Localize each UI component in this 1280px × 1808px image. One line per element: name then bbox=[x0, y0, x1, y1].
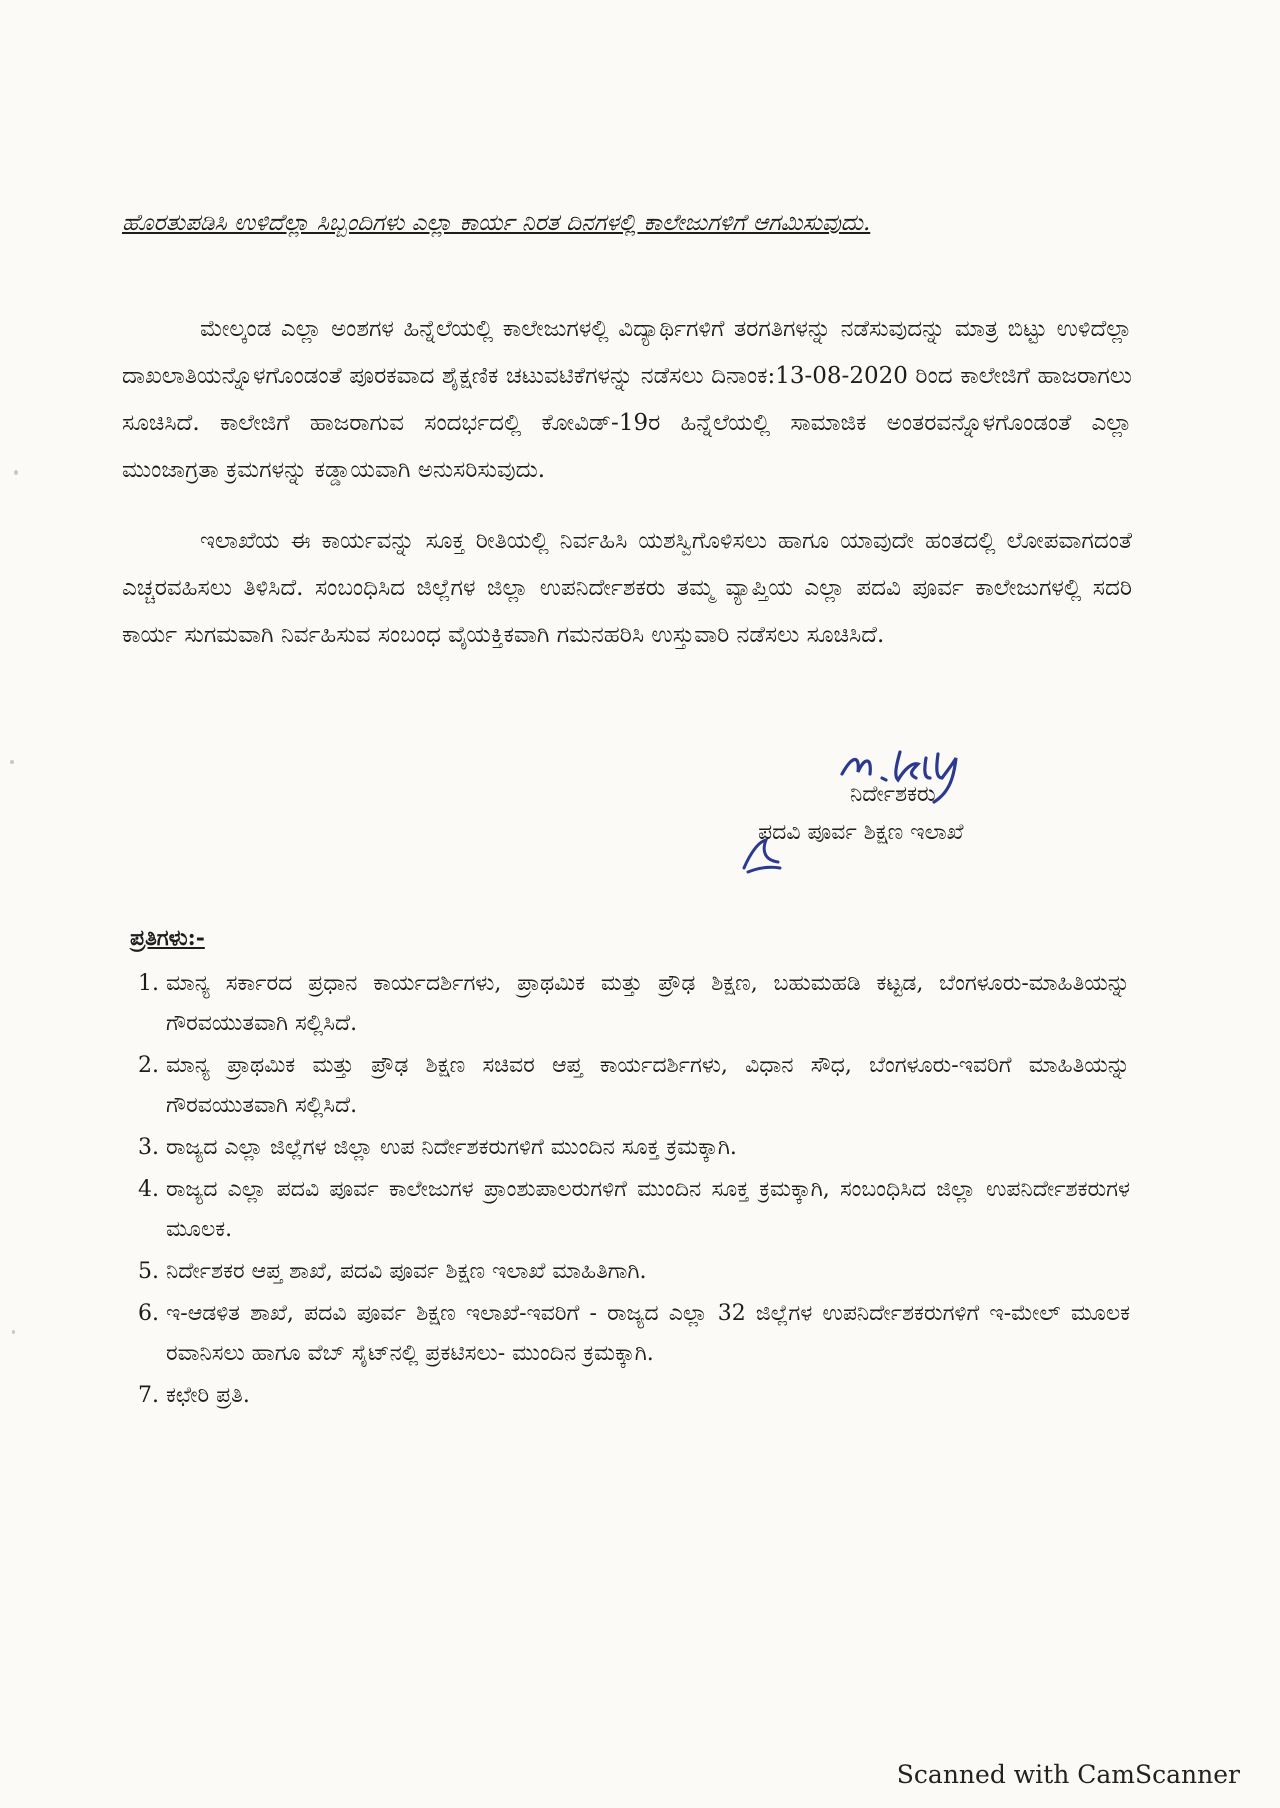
scanner-watermark: Scanned with CamScanner bbox=[896, 1760, 1240, 1789]
copy-item: 7. ಕಛೇರಿ ಪ್ರತಿ. bbox=[166, 1376, 1130, 1416]
scan-speck bbox=[12, 1330, 15, 1334]
copy-item: 4. ರಾಜ್ಯದ ಎಲ್ಲಾ ಪದವಿ ಪೂರ್ವ ಕಾಲೇಜುಗಳ ಪ್ರಾಂಶುಪಾಲರುಗಳಿಗೆ ಮುಂದಿನ ಸೂಕ್ತ ಕ್ರಮಕ್ಕಾಗಿ, ಸಂಬಂಧಿಸಿದ ಜಿಲ್ಲಾ ಉಪನಿರ್ದೇಶಕರುಗಳ ಮೂಲಕ. bbox=[166, 1170, 1130, 1250]
copies-heading: ಪ್ರತಿಗಳು:- bbox=[130, 925, 205, 951]
signatory-department: ಪದವಿ ಪೂರ್ವ ಶಿಕ್ಷಣ ಇಲಾಖೆ bbox=[758, 820, 964, 845]
copy-item: 1. ಮಾನ್ಯ ಸರ್ಕಾರದ ಪ್ರಧಾನ ಕಾರ್ಯದರ್ಶಿಗಳು, ಪ್ರಾಥಮಿಕ ಮತ್ತು ಪ್ರೌಢ ಶಿಕ್ಷಣ, ಬಹುಮಹಡಿ ಕಟ್ಟಡ, ಬೆಂಗಳೂರು-ಮಾಹಿತಿಯನ್ನು ಗೌರವಯುತವಾಗಿ ಸಲ್ಲಿಸಿದೆ. bbox=[166, 964, 1130, 1044]
copy-item: 3. ರಾಜ್ಯದ ಎಲ್ಲಾ ಜಿಲ್ಲೆಗಳ ಜಿಲ್ಲಾ ಉಪ ನಿರ್ದೇಶಕರುಗಳಿಗೆ ಮುಂದಿನ ಸೂಕ್ತ ಕ್ರಮಕ್ಕಾಗಿ. bbox=[166, 1128, 1130, 1168]
copies-section bbox=[130, 918, 1130, 1418]
scan-speck bbox=[14, 470, 18, 475]
letter-body bbox=[122, 306, 1132, 683]
body-paragraph-1: ಮೇಲ್ಕಂಡ ಎಲ್ಲಾ ಅಂಶಗಳ ಹಿನ್ನೆಲೆಯಲ್ಲಿ ಕಾಲೇಜುಗಳಲ್ಲಿ ವಿದ್ಯಾರ್ಥಿಗಳಿಗೆ ತರಗತಿಗಳನ್ನು ನಡೆಸುವುದನ್ನು ಮಾತ್ರ ಬಿಟ್ಟು ಉಳಿದೆಲ್ಲಾ ದಾಖಲಾತಿಯನ್ನೊಳಗೊಂಡಂತೆ ಪೂರಕವಾದ ಶೈಕ್ಷಣಿಕ ಚಟುವಟಿಕೆಗಳನ್ನು ನಡೆಸಲು ದಿನಾಂಕ:13-08-2020 ರಿಂದ ಕಾಲೇಜಿಗೆ ಹಾಜರಾಗಲು ಸೂಚಿಸಿದೆ. ಕಾಲೇಜಿಗೆ ಹಾಜರಾಗುವ ಸಂದರ್ಭದಲ್ಲಿ ಕೋವಿಡ್-19ರ ಹಿನ್ನೆಲೆಯಲ್ಲಿ ಸಾಮಾಜಿಕ ಅಂತರವನ್ನೊಳಗೊಂಡಂತೆ ಎಲ್ಲಾ ಮುಂಜಾಗ್ರತಾ ಕ್ರಮಗಳನ್ನು ಕಡ್ಡಾಯವಾಗಿ ಅನುಸರಿಸುವುದು. bbox=[122, 316, 1132, 483]
scan-speck bbox=[10, 760, 14, 764]
signatory-title: ನಿರ್ದೇಶಕರು bbox=[850, 782, 936, 807]
letter-heading: ಹೊರತುಪಡಿಸಿ ಉಳಿದೆಲ್ಲಾ ಸಿಬ್ಬಂದಿಗಳು ಎಲ್ಲಾ ಕಾರ್ಯ ನಿರತ ದಿನಗಳಲ್ಲಿ ಕಾಲೇಜುಗಳಿಗೆ ಆಗಮಿಸುವುದು. bbox=[122, 210, 871, 236]
body-paragraph-2: ಇಲಾಖೆಯ ಈ ಕಾರ್ಯವನ್ನು ಸೂಕ್ತ ರೀತಿಯಲ್ಲಿ ನಿರ್ವಹಿಸಿ ಯಶಸ್ವಿಗೊಳಿಸಲು ಹಾಗೂ ಯಾವುದೇ ಹಂತದಲ್ಲಿ ಲೋಪವಾಗದಂತೆ ಎಚ್ಚರವಹಿಸಲು ತಿಳಿಸಿದೆ. ಸಂಬಂಧಿಸಿದ ಜಿಲ್ಲೆಗಳ ಜಿಲ್ಲಾ ಉಪನಿರ್ದೇಶಕರು ತಮ್ಮ ವ್ಯಾಪ್ತಿಯ ಎಲ್ಲಾ ಪದವಿ ಪೂರ್ವ ಕಾಲೇಜುಗಳಲ್ಲಿ ಸದರಿ ಕಾರ್ಯ ಸುಗಮವಾಗಿ ನಿರ್ವಹಿಸುವ ಸಂಬಂಧ ವೈಯಕ್ತಿಕವಾಗಿ ಗಮನಹರಿಸಿ ಉಸ್ತುವಾರಿ ನಡೆಸಲು ಸೂಚಿಸಿದೆ. bbox=[122, 528, 1132, 648]
copy-item: 6. ಇ-ಆಡಳಿತ ಶಾಖೆ, ಪದವಿ ಪೂರ್ವ ಶಿಕ್ಷಣ ಇಲಾಖೆ-ಇವರಿಗೆ - ರಾಜ್ಯದ ಎಲ್ಲಾ 32 ಜಿಲ್ಲೆಗಳ ಉಪನಿರ್ದೇಶಕರುಗಳಿಗೆ ಇ-ಮೇಲ್ ಮೂಲಕ ರವಾನಿಸಲು ಹಾಗೂ ವೆಬ್ ಸೈಟ್‌ನಲ್ಲಿ ಪ್ರಕಟಿಸಲು- ಮುಂದಿನ ಕ್ರಮಕ್ಕಾಗಿ. bbox=[166, 1294, 1130, 1374]
copy-item: 2. ಮಾನ್ಯ ಪ್ರಾಥಮಿಕ ಮತ್ತು ಪ್ರೌಢ ಶಿಕ್ಷಣ ಸಚಿವರ ಆಪ್ತ ಕಾರ್ಯದರ್ಶಿಗಳು, ವಿಧಾನ ಸೌಧ, ಬೆಂಗಳೂರು-ಇವರಿಗೆ ಮಾಹಿತಿಯನ್ನು ಗೌರವಯುತವಾಗಿ ಸಲ್ಲಿಸಿದೆ. bbox=[166, 1046, 1130, 1126]
copy-item: 5. ನಿರ್ದೇಶಕರ ಆಪ್ತ ಶಾಖೆ, ಪದವಿ ಪೂರ್ವ ಶಿಕ್ಷಣ ಇಲಾಖೆ ಮಾಹಿತಿಗಾಗಿ. bbox=[166, 1252, 1130, 1292]
copies-list bbox=[130, 964, 1130, 1416]
